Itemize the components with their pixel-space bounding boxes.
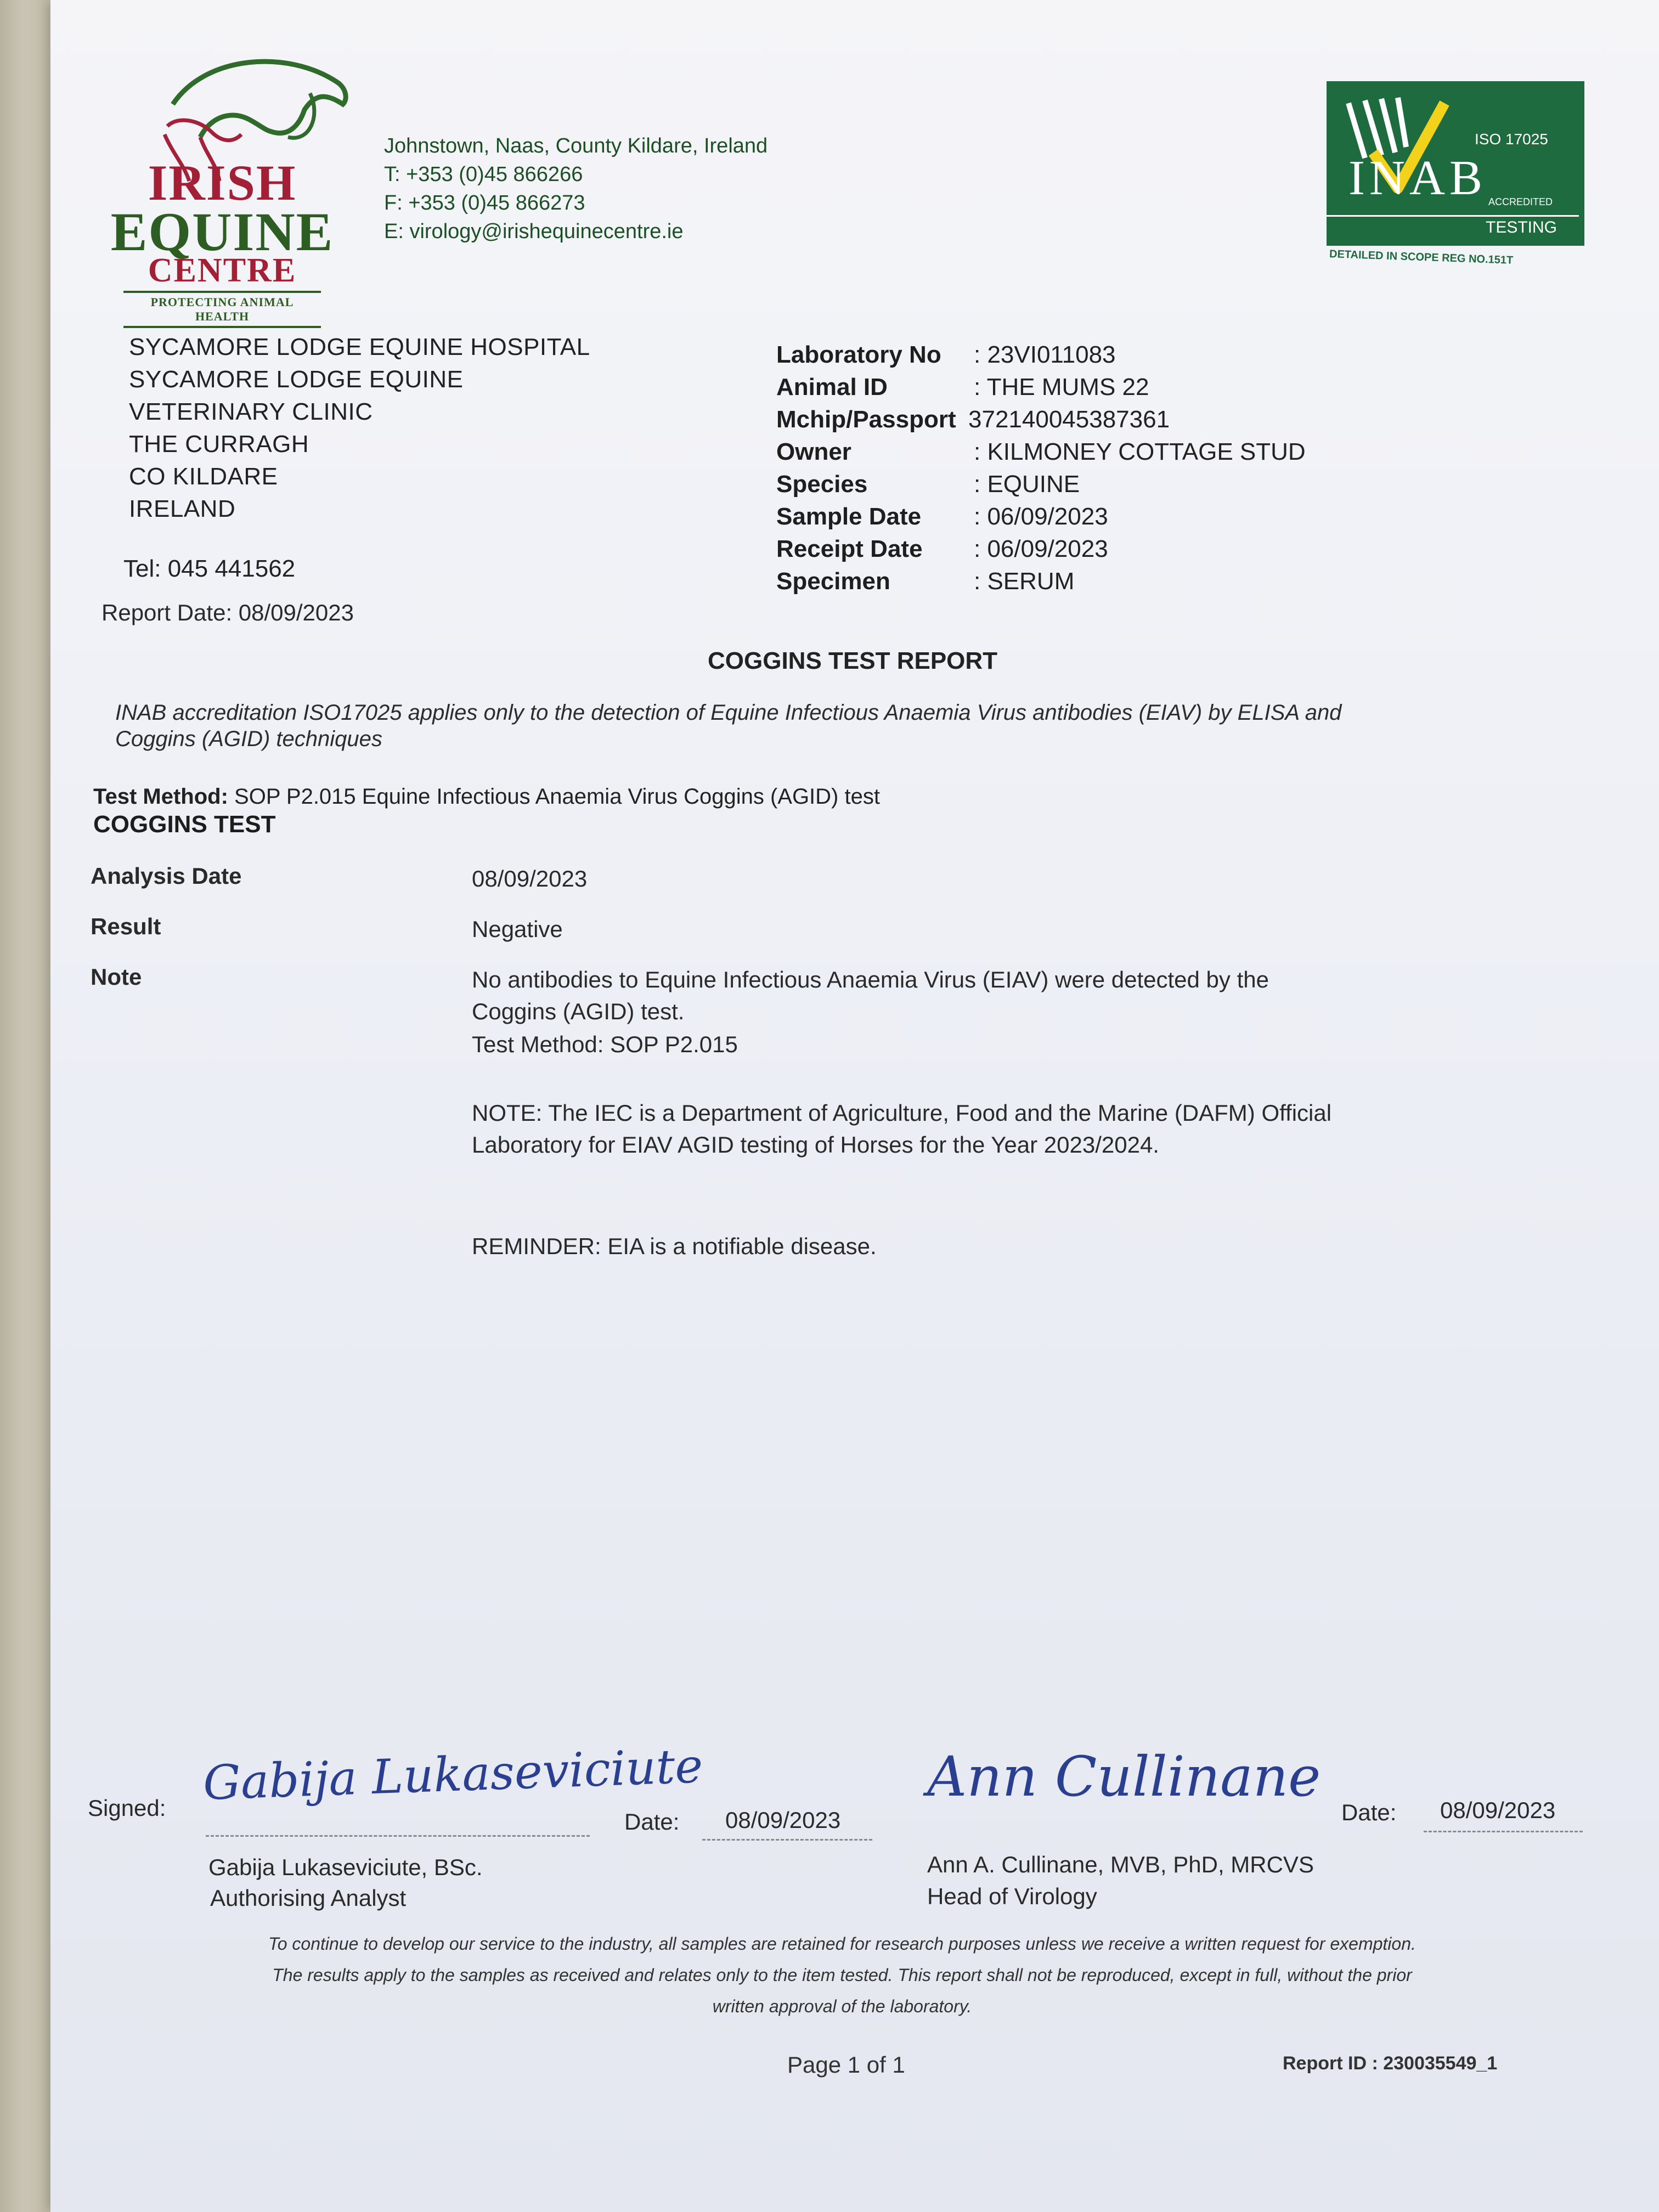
head-name: Ann A. Cullinane, MVB, PhD, MRCVS bbox=[927, 1852, 1314, 1877]
inab-brand: INAB bbox=[1348, 151, 1487, 205]
page-number: Page 1 of 1 bbox=[787, 2052, 905, 2078]
analyst-signature: Gabija Lukaseviciute bbox=[202, 1739, 704, 1811]
report-id: Report ID : 230035549_1 bbox=[1283, 2053, 1498, 2074]
disclaimer-line-2: The results apply to the samples as received and relates only to the item tested. This report shall not be reproduced, except in full, without the prior bbox=[272, 1965, 1412, 1985]
recipient-tel: Tel: 045 441562 bbox=[123, 555, 296, 582]
signed-label: Signed: bbox=[88, 1795, 166, 1821]
test-method-label: Test Method: bbox=[93, 785, 228, 809]
inab-accredited-label: ACCREDITED bbox=[1488, 196, 1553, 207]
note-text-1: No antibodies to Equine Infectious Anaemia Virus (EIAV) were detected by the Coggins (AGID) test. bbox=[472, 967, 1269, 1024]
report-date: Report Date: 08/09/2023 bbox=[101, 600, 354, 625]
footer-disclaimer bbox=[165, 1928, 1520, 2022]
logo-word-irish: IRISH bbox=[148, 155, 297, 211]
analyst-date-line bbox=[702, 1839, 872, 1841]
address-line: SYCAMORE LODGE EQUINE HOSPITAL bbox=[129, 334, 590, 360]
detail-label: Owner bbox=[776, 438, 851, 465]
head-signature: Ann Cullinane bbox=[927, 1745, 1321, 1809]
note-text-2: Test Method: SOP P2.015 bbox=[472, 1031, 738, 1057]
address-line: CO KILDARE bbox=[129, 463, 278, 490]
note-text-3: NOTE: The IEC is a Department of Agriculture, Food and the Marine (DAFM) Official Laboratory for EIAV AGID testing of Horses for the Year 2023/2024. bbox=[472, 1100, 1332, 1158]
lab-contact-block bbox=[384, 132, 768, 246]
analyst-role: Authorising Analyst bbox=[210, 1885, 407, 1911]
analyst-date: 08/09/2023 bbox=[725, 1807, 841, 1833]
test-method-line bbox=[93, 785, 880, 809]
disclaimer-line-3: written approval of the laboratory. bbox=[712, 1996, 972, 2016]
detail-row-specimen bbox=[776, 565, 1306, 597]
inab-accreditation-badge bbox=[1327, 81, 1584, 273]
section-title: COGGINS TEST bbox=[93, 811, 276, 838]
detail-label: Receipt Date bbox=[776, 535, 923, 562]
result-value: Negative bbox=[472, 916, 563, 942]
disclaimer-line-1: To continue to develop our service to the industry, all samples are retained for research purposes unless we receive a written request for exemption. bbox=[268, 1934, 1416, 1954]
address-line: THE CURRAGH bbox=[129, 431, 309, 458]
logo-tagline: PROTECTING ANIMAL HEALTH bbox=[123, 291, 321, 328]
report-title: COGGINS TEST REPORT bbox=[708, 647, 998, 674]
analysis-date-value: 08/09/2023 bbox=[472, 866, 588, 891]
detail-label: Species bbox=[776, 471, 868, 498]
analyst-name: Gabija Lukaseviciute, BSc. bbox=[208, 1854, 483, 1880]
address-line: VETERINARY CLINIC bbox=[129, 398, 373, 425]
recipient-address bbox=[129, 331, 590, 525]
test-method-value: SOP P2.015 Equine Infectious Anaemia Virus Coggins (AGID) test bbox=[234, 785, 880, 809]
detail-label: Animal ID bbox=[776, 374, 888, 400]
detail-row-owner bbox=[776, 436, 1306, 468]
irish-equine-centre-logo bbox=[110, 33, 365, 323]
detail-row-passport bbox=[776, 403, 1306, 436]
head-date-line bbox=[1424, 1831, 1583, 1832]
detail-row-receipt-date bbox=[776, 533, 1306, 565]
result-label: Result bbox=[91, 913, 161, 939]
detail-label: Mchip/Passport bbox=[776, 406, 956, 433]
inab-testing-label: TESTING bbox=[1486, 218, 1558, 236]
detail-row-species bbox=[776, 468, 1306, 500]
lab-address: Johnstown, Naas, County Kildare, Ireland bbox=[384, 134, 768, 157]
inab-iso-label: ISO 17025 bbox=[1475, 131, 1548, 148]
detail-label: Laboratory No bbox=[776, 341, 941, 368]
detail-row-lab-no bbox=[776, 338, 1306, 371]
head-date-label: Date: bbox=[1341, 1799, 1397, 1825]
sample-details bbox=[776, 338, 1306, 597]
head-date: 08/09/2023 bbox=[1440, 1797, 1556, 1823]
detail-value: : 23VI011083 bbox=[974, 341, 1116, 368]
lab-fax: F: +353 (0)45 866273 bbox=[384, 191, 585, 215]
detail-value: : SERUM bbox=[974, 568, 1075, 595]
logo-word-centre: CENTRE bbox=[148, 252, 297, 289]
inab-accreditation-note: INAB accreditation ISO17025 applies only to the detection of Equine Infectious Anaemia Virus antibodies (EIAV) by ELISA and Coggins (AGID) techniques bbox=[115, 701, 1342, 751]
analyst-date-label: Date: bbox=[624, 1809, 680, 1835]
logo-word-equine: EQUINE bbox=[110, 201, 334, 262]
note-label: Note bbox=[91, 964, 142, 990]
lab-phone: T: +353 (0)45 866266 bbox=[384, 163, 583, 186]
detail-value: : 06/09/2023 bbox=[974, 535, 1108, 562]
detail-row-sample-date bbox=[776, 500, 1306, 533]
address-line: SYCAMORE LODGE EQUINE bbox=[129, 366, 464, 393]
inab-scope-label: DETAILED IN SCOPE REG NO.151T bbox=[1329, 248, 1514, 267]
detail-value: : THE MUMS 22 bbox=[974, 374, 1149, 400]
detail-label: Specimen bbox=[776, 568, 890, 595]
detail-value: : EQUINE bbox=[974, 471, 1080, 498]
detail-value: 372140045387361 bbox=[968, 406, 1170, 433]
detail-row-animal-id bbox=[776, 371, 1306, 403]
detail-value: : 06/09/2023 bbox=[974, 503, 1108, 530]
analysis-date-label: Analysis Date bbox=[91, 863, 242, 889]
detail-value: : KILMONEY COTTAGE STUD bbox=[974, 438, 1306, 465]
address-line: IRELAND bbox=[129, 495, 236, 522]
lab-email: E: virology@irishequinecentre.ie bbox=[384, 220, 684, 243]
analyst-signature-line bbox=[206, 1835, 590, 1837]
detail-label: Sample Date bbox=[776, 503, 922, 530]
head-role: Head of Virology bbox=[927, 1883, 1097, 1909]
note-text-4: REMINDER: EIA is a notifiable disease. bbox=[472, 1233, 877, 1259]
